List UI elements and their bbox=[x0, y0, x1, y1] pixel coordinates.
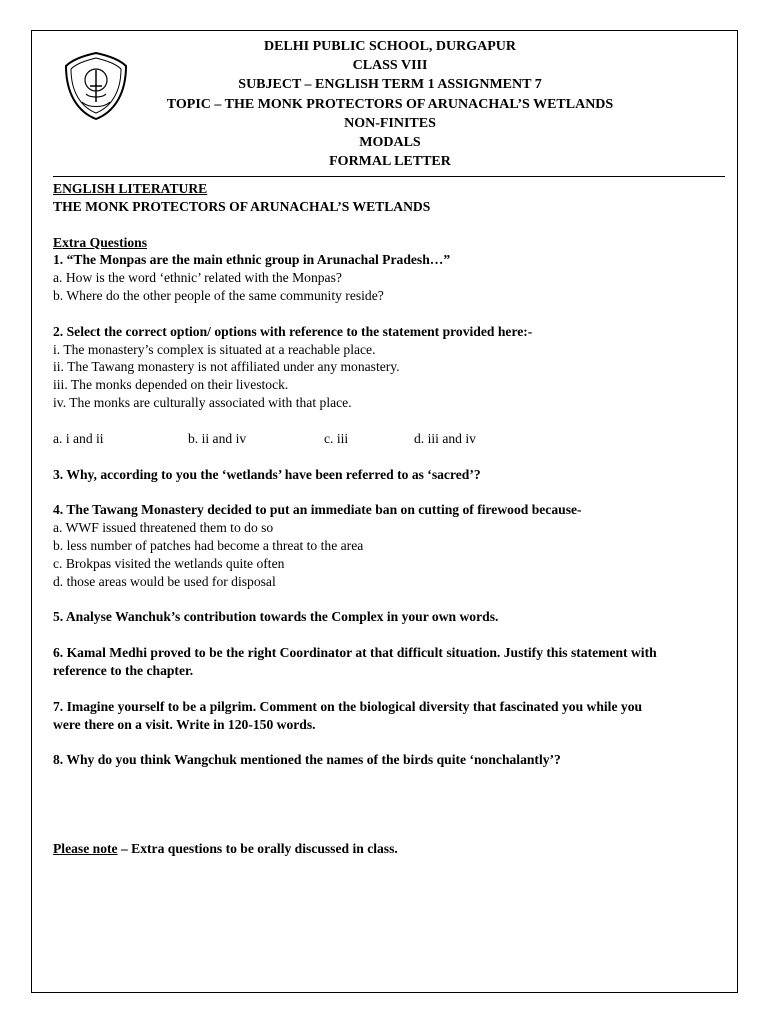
option-c: c. iii bbox=[324, 430, 349, 446]
question-4-a: a. WWF issued threatened them to do so bbox=[53, 520, 274, 536]
school-logo-icon bbox=[60, 50, 132, 122]
subject-line: SUBJECT – ENGLISH TERM 1 ASSIGNMENT 7 bbox=[238, 77, 542, 93]
question-4-d: d. those areas would be used for disposal bbox=[53, 573, 276, 589]
option-d: d. iii and iv bbox=[414, 430, 476, 446]
question-6-line-2: reference to the chapter. bbox=[53, 662, 194, 678]
question-7-line-2: were there on a visit. Write in 120-150 words. bbox=[53, 716, 316, 732]
question-2-options bbox=[53, 430, 728, 448]
question-4: 4. The Tawang Monastery decided to put an immediate ban on cutting of firewood because- bbox=[53, 502, 582, 518]
section-heading: ENGLISH LITERATURE bbox=[53, 181, 208, 196]
extra-questions-label: Extra Questions bbox=[53, 234, 148, 250]
question-2: 2. Select the correct option/ options with reference to the statement provided here:- bbox=[53, 323, 533, 339]
option-b: b. ii and iv bbox=[188, 430, 247, 446]
note-label: Please note bbox=[53, 841, 118, 857]
statement-ii: ii. The Tawang monastery is not affiliated under any monastery. bbox=[53, 359, 400, 375]
question-4-c: c. Brokpas visited the wetlands quite often bbox=[53, 555, 285, 571]
question-1: 1. “The Monpas are the main ethnic group in Arunachal Pradesh…” bbox=[53, 252, 451, 268]
topic-line: TOPIC – THE MONK PROTECTORS OF ARUNACHAL’S WETLANDS bbox=[166, 96, 614, 112]
note bbox=[53, 840, 728, 858]
chapter-title: THE MONK PROTECTORS OF ARUNACHAL’S WETLANDS bbox=[53, 198, 431, 214]
option-a: a. i and ii bbox=[53, 430, 104, 446]
topic-nonfinites: NON-FINITES bbox=[344, 115, 436, 131]
class-line: CLASS VIII bbox=[352, 58, 428, 74]
topic-modals: MODALS bbox=[359, 135, 421, 151]
topic-formal-letter: FORMAL LETTER bbox=[329, 154, 451, 170]
question-6-line-1: 6. Kamal Medhi proved to be the right Coordinator at that difficult situation. Justify this statement with bbox=[53, 645, 657, 661]
statement-i: i. The monastery’s complex is situated at a reachable place. bbox=[53, 341, 376, 357]
question-7-line-1: 7. Imagine yourself to be a pilgrim. Comment on the biological diversity that fascinated you while you bbox=[53, 698, 643, 714]
statement-iv: iv. The monks are culturally associated with that place. bbox=[53, 394, 352, 410]
header-divider bbox=[53, 176, 725, 177]
school-name: DELHI PUBLIC SCHOOL, DURGAPUR bbox=[263, 39, 517, 54]
note-text: – Extra questions to be orally discussed in class. bbox=[117, 841, 398, 857]
document-header bbox=[140, 37, 640, 171]
question-4-b: b. less number of patches had become a threat to the area bbox=[53, 537, 364, 553]
statement-iii: iii. The monks depended on their livestock. bbox=[53, 377, 289, 393]
question-5: 5. Analyse Wanchuk’s contribution towards the Complex in your own words. bbox=[53, 609, 499, 625]
question-1-a: a. How is the word ‘ethnic’ related with the Monpas? bbox=[53, 270, 342, 286]
question-8: 8. Why do you think Wangchuk mentioned the names of the birds quite ‘nonchalantly’? bbox=[53, 752, 561, 768]
question-1-b: b. Where do the other people of the same community reside? bbox=[53, 287, 384, 303]
assignment-body bbox=[53, 180, 728, 858]
question-3: 3. Why, according to you the ‘wetlands’ have been referred to as ‘sacred’? bbox=[53, 466, 481, 482]
